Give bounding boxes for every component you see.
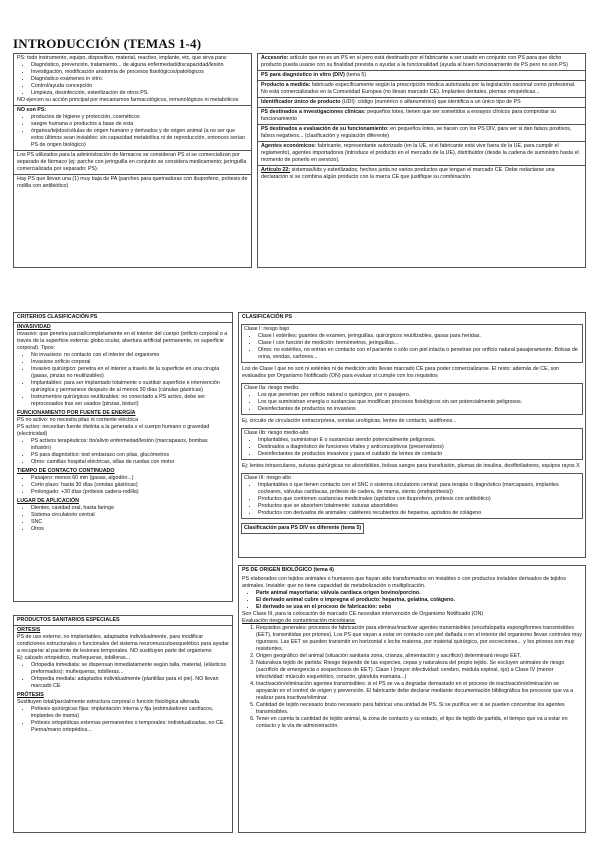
div-note: Clasificación para PS DIV es diferente (tema 5): [241, 523, 364, 534]
definitions-box: [257, 53, 586, 268]
ps-def-note: NO ejercen su acción principal por mecanismos farmacológicos, inmunológicos ni metabólicos: [17, 96, 239, 103]
list-item: • Productos que se absorben totalmente: suturas absorbibles: [258, 503, 580, 510]
list-item: • PS activos terapéuticos: tto/alivio enfermedad/lesión (marcapasos, bombas infusión): [31, 438, 229, 452]
clasificacion-head: CLASIFICACIÓN PS: [242, 314, 293, 320]
list-item: • PS para diagnóstico: test embarazo con pilas, glucómetros: [31, 452, 229, 459]
clase2b-box: [241, 428, 583, 460]
criterios-box: [13, 312, 233, 602]
def-text: pequeños lotes, tienen que ser sometidos a ensayos clínicos para comprobar su funcionamiento: [261, 108, 557, 122]
list-item: • Invasivo quirúrgico: penetra en el interior a través de la superficie en una cirugía (gasas, pinzas no reutilizables): [31, 366, 229, 380]
biologico-head: PS DE ORIGEN BIOLÓGICO (tema 4): [242, 567, 334, 573]
def-row: [258, 142, 585, 166]
biologico-box: [238, 565, 586, 833]
clase2a-list: [244, 392, 580, 413]
def-label: Producto a medida:: [261, 81, 311, 88]
list-item: • Control/ayuda concepción: [31, 83, 248, 90]
def-label: Agentes económicos:: [261, 142, 317, 149]
ps-farmacos-text: Los PS utilizados para la administración de fármacos se consideran PS si se comercializan por separado de fármaco (ej: parche con jeringuilla en conjunto se considera medicamento; jeringuilla comercializada por separado: PS).: [17, 151, 247, 172]
def-text: en pequeños lotes, se hacen con los PS DIV, para ver si dan falsos positivos, falsos negativos... (clasificación y regulación diferente): [261, 125, 572, 139]
list-item: • Productos con derivados de animales: catéteres recubiertos de heparina, apósitos de colágeno: [258, 510, 580, 517]
list-item: • El derivado animal cubre o impregna el producto: heparina, gelatina, colágeno.: [256, 597, 582, 604]
ps-def-intro: PS: todo instrumento, equipo, dispositivo, material, reactivo, implante, etc, que sirva para:: [17, 55, 228, 61]
list-item: • productos de higiene y protección, cosméticos: [31, 114, 248, 121]
list-item: • Otros: camillas hospital eléctricas, sillas de ruedas con motor: [31, 459, 229, 466]
ps-ejemplo: [14, 175, 251, 191]
list-item: 5. Cantidad de tejido necesario bruto necesario para fabricar una unidad de PS. Si se purifica ver si se pueden concentrar los agentes transmisibles.: [256, 702, 582, 716]
list-item: • Desinfectantes de productos no invasivos: [258, 406, 580, 413]
clase-heading: Clase III: riesgo alto: [244, 474, 291, 481]
list-item: • Prótesis quirúrgicas fijas: implantación interna y fija (estimuladores cardíacos, implantes de mama): [31, 706, 229, 720]
clase3-box: [241, 473, 583, 519]
ortesis-list: [17, 662, 229, 690]
def-text: artículo que no es un PS en sí pero está destinado por el fabricante a ser usado en conjunto con PS para que dicho producto pueda usarse con su finalidad prevista o ayudar a la funcionalidad (ayuda al buen funcionamiento de PS pero no son PS): [261, 55, 568, 68]
list-item: • Los que suministran energía o sustancias que modifican procesos fisiológicos sin ser potencialmente peligrosos.: [258, 399, 580, 406]
no-ps-head: NO son PS:: [17, 106, 47, 113]
def-label: PS destinados a investigaciones clínicas:: [261, 108, 366, 115]
list-item: 4. Inactivación/eliminación agentes transmisibles: si el PS se va a degradar demasiado en el proceso de inactivación/eliminación se apoyarán en el control de origen y prevención. El fabricante debe declarar mediante documentación bibliográfica los procesos que va a realizar para inactivar/eliminar.: [256, 681, 582, 702]
clase1-box: [241, 324, 583, 363]
list-item: • Limpieza, desinfección, esterilización de otros PS.: [31, 90, 248, 97]
list-item: • Otros: [31, 526, 229, 533]
invasividad-section: [14, 323, 232, 409]
list-item: • Implantables o que tienen contacto con el SNC o sistema circulatorio central; para terapia o diagnóstico (marcapasos, implantes cocleares, válvulas cardíacas, prótesis de cadera, de mama, stents (endoprótesis)): [258, 482, 580, 496]
def-label: PS para diagnóstico in vitro (DIV): [261, 71, 345, 78]
especiales-head: PRODUCTOS SANITARIOS ESPECIALES: [14, 616, 232, 626]
section-heading: INVASIVIDAD: [17, 323, 51, 330]
biologico-list: [242, 590, 582, 611]
clase2b-example: Ej: lentes intraoculares, suturas quirúrgicas no absorbibles, bolsas sangre para transfusión, plumas de insulina, desfibriladores, equipos rayos X: [242, 462, 580, 469]
section-heading: ORTESIS: [17, 626, 41, 633]
no-ps: [14, 106, 251, 151]
def-label: Artículo 22:: [261, 166, 291, 173]
tiempos-list: [17, 475, 229, 496]
biologico-body: [239, 575, 585, 731]
ps-definition: [14, 54, 251, 106]
clasificacion-box: [238, 312, 586, 558]
list-item: • Clase I con función de medición: termómetros, jeringuillas...: [258, 340, 580, 347]
def-label: Accesorio:: [261, 55, 289, 61]
section-heading: LUGAR DE APLICACIÓN: [17, 497, 79, 504]
list-item: • Parte animal mayoritaria: válvula cardíaca origen bovino/porcino.: [256, 590, 582, 597]
list-item: • Diagnóstico, prevención, tratamiento... de alguna enfermedad/discapacidad/lesión: [31, 62, 248, 69]
list-item: • Desinfectantes de productos invasivos y para el cuidado de lentes de contacto: [258, 451, 580, 458]
def-text: (UDI): código (numérico o alfanumérico) que identifica a un único tipo de PS: [341, 98, 521, 105]
clase-heading: Clase IIa: riesgo medio.: [244, 384, 300, 391]
section-heading: PRÓTESIS: [17, 691, 44, 698]
list-item: • Pasajero: menos 60 min (gasas, algodón...): [31, 475, 229, 482]
list-item: • Otros: no estériles, no entran en contacto con el paciente o sólo con piel intacta o penetran por orificio natural pasajeramente. Bolsas de orina, vendas, cartones...: [258, 347, 580, 361]
ortesis-text: PS de uso externo, no implantables, adaptados individualmente, para modificar condiciones estructurales o funcionales del sistema neuromusculoesquelético para ayudar a recuperar al paciente de lesiones temporales. NO sustituyen parte del organismo: [17, 633, 229, 654]
invasivo-text: Invasivo: que penetra parcial/completamente en el interior del cuerpo (orificio corporal o a través de la superficie externa: globo ocular, abertura artificial permanente, ox superficie corporal). Tipos:: [17, 330, 228, 351]
especiales-box: [13, 615, 233, 833]
def-row: [258, 108, 585, 125]
lugares-list: [17, 505, 229, 533]
list-item: • Dientes, cavidad oral, hasta faringe: [31, 505, 229, 512]
tiempo-section: [14, 467, 232, 497]
clase2a-example: Ej. circuito de circulación extracorpórea, sondas urológicas, lentes de contacto, audífonos...: [242, 417, 457, 424]
list-item: • Corto plazo: hasta 30 días (sondas gástricas): [31, 482, 229, 489]
list-item: • SNC: [31, 519, 229, 526]
list-item: • Prótesis ortopédicas externas permanentes o temporales: individualizadas, no CE. Pierna/mano ortopédica...: [31, 720, 229, 734]
list-item: 6. Tener en cuenta la cantidad de tejido animal, la zona de contacto y su estado, el tipo de tejido de partida, el tiempo que va a estar en contacto y la vía de administración.: [256, 716, 582, 730]
eval-list: [242, 625, 582, 730]
ps-def-list: [17, 62, 248, 97]
ps-activo: PS activo: necesitan fuente distinta a la generada x el cuerpo humano o gravedad (electricidad): [17, 423, 210, 437]
clase2b-list: [244, 437, 580, 458]
list-item: • Prolongado: +30 días (prótesis cadera-rodilla): [31, 489, 229, 496]
biologico-intro: PS elaborados con tejidos animales o humanos que hayan sido transformados en inviables o con productos inviables derivados de tejidos animales. Inviable: que no tiene capacidad de metabolización o multiplicación.: [242, 575, 566, 589]
ortesis-example: Ej: calzado ortopédico, muñequeras, tobilleras...: [17, 654, 131, 661]
clase3-list: [244, 482, 580, 517]
list-item: • Implantables, suministran E o sustancias siendo potencialmente peligrosos.: [258, 437, 580, 444]
ps-no-activo: PS no activo: no necesita pilas ni corriente eléctrica: [17, 416, 139, 423]
page-title: INTRODUCCIÓN (TEMAS 1-4): [13, 36, 202, 51]
list-item: • Ortopedia inmediata: se dispensan inmediatamente según talla, material, (elásticos preformados): muñequeras, tobilleras...: [31, 662, 229, 676]
criterios-head: CRITERIOS CLASIFICACIÓN PS: [14, 313, 232, 323]
list-item: • Productos que contienen sustancias medicinales (apósitos con ibuprofeno, prótesis con antibiótico): [258, 496, 580, 503]
clase1-list: [244, 333, 580, 361]
def-text: sistemas/kits y esterilizados, hechos junta no varios productos que tengan el marcado CE. Debe redactarse una declaración si se combina algún producto con la marca CE que justifique su combinación.: [261, 166, 555, 180]
list-item: • Clase I estériles: guantes de examen, jeringuillas, quirúrgicos reutilizables, gasas para heridas.: [258, 333, 580, 340]
tipos-list: [17, 352, 229, 408]
list-item: • Los que penetran por orificio natural o quirúrgico, por o pasajero.: [258, 392, 580, 399]
section-heading: TIEMPO DE CONTACTO CONTINUADO: [17, 467, 115, 474]
clase-heading: Clase IIb: riesgo medio-alto: [244, 429, 309, 436]
protesis-section: [14, 691, 232, 735]
list-item: • Diagnóstico exámenes in vitro.: [31, 76, 248, 83]
def-text: fabricado específicamente según la prescripción médica autorizada por la legislación nacional como profesional. No está comercializados en la Comunidad Europea (no llevan marcado CE). Implantes dentales, plemas ortopédicas...: [261, 81, 576, 95]
biologico-note: Son Clase III, para la colocación de marcado CE necesitan intervención de Organismo Notificado (ON): [242, 610, 484, 617]
protesis-list: [17, 706, 229, 734]
list-item: • Destinados a diagnóstico de funciones vitales y anticonceptivos (preservativos): [258, 444, 580, 451]
list-item: • Implantables: para ser implantado totalmente o sustituir superficie e intervención quirúrgica y permanece después de al menos 30 días (cánulas gástricas): [31, 380, 229, 394]
def-row: [258, 71, 585, 81]
list-item: • No invasivos: no contacto con el interior del organismo: [31, 352, 229, 359]
funcionamiento-section: [14, 409, 232, 467]
ps-farmacos: [14, 151, 251, 175]
def-row: [258, 81, 585, 98]
list-item: • Ortopedia mediata: adaptados individualmente (plantillas para el pie). NO llevan marcado CE: [31, 676, 229, 690]
clase-heading: Clase I: riesgo bajo: [244, 325, 290, 332]
def-label: PS destinados a evaluación de su funcionamiento:: [261, 125, 389, 132]
list-item: • Instrumentos quirúrgicos reutilizables: no conectado a PS activo, debe ser reprocesados tras ser usados (pinzas, bisturí): [31, 394, 229, 408]
ps-ejemplo-text: Hay PS que llevan una (1) muy baja de PA (parches para quemaduras con ibuprofeno, prótesis de rodilla con antibiótico): [17, 175, 248, 189]
def-row: [258, 98, 585, 108]
section-heading: FUNCIONAMIENTO POR FUENTE DE ENERGÍA: [17, 409, 136, 416]
protesis-text: Sustituyen total/parcialmente estructura corporal o función fisiológica alterada.: [17, 698, 201, 705]
def-text: fabricante, representante autorizado (en la UE, si el fabricante está vive fuera de la UE, para cumplir el reglamento), agentes importadores (introduce el producto en el mercado de la UE), distribuidor (desde la cadena de suministro hasta el momento de ponerlo en servicio).: [261, 142, 579, 163]
list-item: • órganos/tejidos/células de origen humano y derivados y de origen animal (a no ser que estos últimos sean inviables: sin capacidad metabólica ni de reproducción, entonces serían PS de origen biológico): [31, 128, 248, 149]
list-item: • Invasivos orificio corporal: [31, 359, 229, 366]
ortesis-section: [14, 626, 232, 691]
eval-heading: Evaluación riesgo de contaminación microbiana:: [242, 617, 356, 624]
def-row: [258, 166, 585, 182]
def-label: Identificador único de producto: [261, 98, 341, 105]
lugar-section: [14, 497, 232, 534]
activos-list: [17, 438, 229, 466]
list-item: 1. Requisitos generales: procesos de fabricación para eliminar/inactivar agentes transmisibles (encefalopatía espongiformes transmisibles (EET), transmitidas por priones). Los PS que vayan a estar en contacto con piel dañada o en el interior del organismo llevan controles muy rigurosos. Las EET se pueden transmitir en horizontal x leche materna, por material quirúrgico, por excreciones... y los priones son muy resistentes.: [256, 625, 582, 653]
ps-definition-box: [13, 53, 252, 268]
def-row: [258, 54, 585, 71]
def-text: (tema 5): [346, 71, 367, 78]
list-item: 3. Naturaleza tejido de partida: Riesgo depende de las especies, cepas y naturaleza del propio tejido. Se excluyen animales de riesgo (sacrificio de emergencia o sospechosos de EET). Clase I (mayor infectividad: cerebro, médula espinal, ojo) a Clase IV (menor infectividad: músculo esquelético, corazón, glándula mamaria...): [256, 660, 582, 681]
list-item: • El derivado se usa en el proceso de fabricación: sebo: [256, 604, 582, 611]
list-item: • Investigación, modificación anatomía de procesos fisiológicos/patológicos: [31, 69, 248, 76]
def-row: [258, 125, 585, 142]
clase2a-box: [241, 383, 583, 415]
clase1-note: Los de Clase I que no son ni estériles ni de medición sólo llevan marcado CE para poder comercializarse. El resto: además de CE, son evaluados por Organismo Notificado (ON) para evaluar si cumple con los requisitos: [242, 365, 560, 379]
no-ps-list: [17, 114, 248, 149]
list-item: • Sistema circulatorio central: [31, 512, 229, 519]
list-item: • sangre humana o productos a base de esta: [31, 121, 248, 128]
list-item: 2. Origen geográfico del animal (situación sanitaria zona, crianza, alimentación y sacrificio) determinará riesgo EET.: [256, 653, 582, 660]
